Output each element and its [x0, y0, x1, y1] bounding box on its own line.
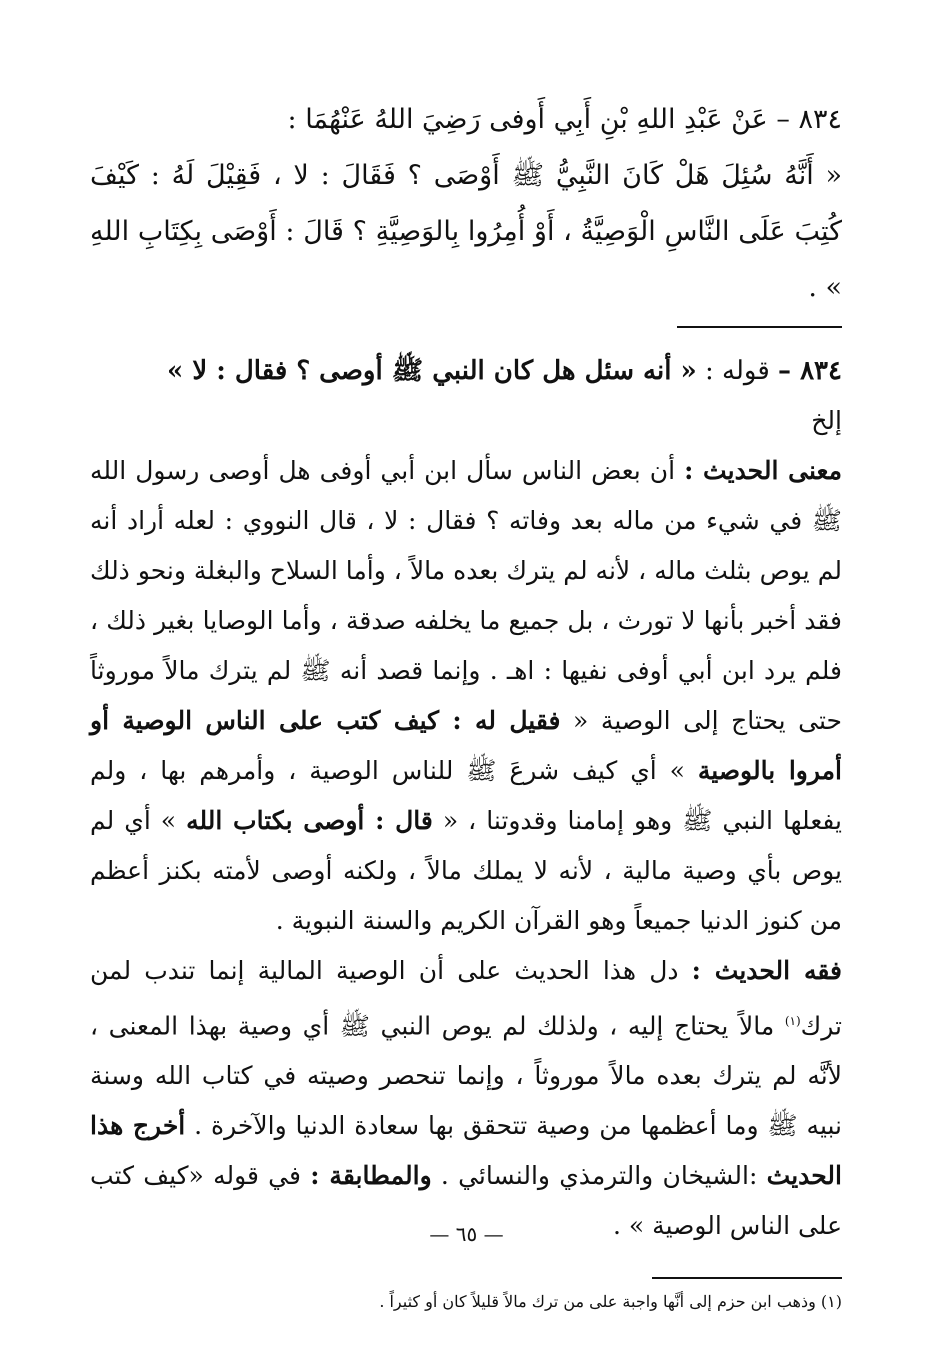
mutabaqa-text: في قوله «كيف كتب على الناس الوصية » . — [90, 1161, 842, 1241]
meaning-text-1: أن بعض الناس سأل ابن أبي أوفى هل أوصى رسول الله ﷺ في شيء من ماله بعد وفاته ؟ فقال : لا ، قال النووي : لعله أراد أنه لم يوص بثلث ماله ، لأنه لم يترك بعده مالاً ، وأما السلاح والبغلة ونحو ذلك فقد أخبر بأنها لا تورث ، بل جميع ما يخلفه صدقة ، وأما الوصايا بغير ذلك ، فلم يرد ابن أبي أوفى نفيها : اهـ . وإنما قصد أنه ﷺ لم يترك مالاً موروثاً حتى يحتاج إلى الوصية « — [90, 456, 842, 735]
commentary-etc: إلخ — [811, 406, 842, 435]
footnote-divider — [652, 1277, 842, 1279]
commentary-quote: « أنه سئل هل كان النبي ﷺ أوصى ؟ فقال : لا » — [167, 356, 697, 386]
commentary-number: ٨٣٤ – — [778, 356, 842, 386]
page-number: — ٦٥ — — [429, 1222, 504, 1246]
fiqh-text-2: مالاً يحتاج إليه ، ولذلك لم يوص النبي ﷺ أي وصية بهذا المعنى ، لأنَّه لم يترك بعده مالاً موروثاً ، وإنما تنحصر وصيته في كتاب الله وسنة نبيه ﷺ وما أعظمها من وصية تتحقق بها سعادة الدنيا والآخرة . — [90, 1011, 842, 1141]
section-divider — [677, 326, 842, 328]
footnote-ref: (١) — [784, 1014, 801, 1028]
document-page — [90, 92, 842, 1315]
mutabaqa-label: والمطابقة : — [310, 1161, 432, 1191]
commentary-heading — [90, 346, 842, 396]
meaning-label: معنى الحديث : — [684, 456, 842, 485]
hadith-narrator: عَنْ عَبْدِ اللهِ بْنِ أَبِي أَوفى رَضِيَ اللهُ عَنْهُمَا : — [287, 104, 768, 135]
hadith-number: ٨٣٤ – — [776, 104, 842, 135]
meaning-text-2: » أي كيف شرعَ ﷺ للناس الوصية ، وأمرهم بها ، ولم يفعلها النبي ﷺ وهو إمامنا وقدوتنا ، « — [90, 756, 842, 835]
fiqh-label: فقه الحديث : — [691, 956, 842, 985]
hadith-text: « أَنَّهُ سُئِلَ هَلْ كَانَ النَّبِيُّ ﷺ أَوْصَى ؟ فَقَالَ : لا ، فَقِيْلَ لَهُ : كَيْفَ كُتِبَ عَلَى النَّاسِ الْوَصِيَّةُ ، أَوْ أُمِرُوا بِالوَصِيَّةِ ؟ قَالَ : أَوْصَى بِكِتَابِ اللهِ » . — [90, 160, 842, 303]
meaning-paragraph — [90, 446, 842, 946]
footnote: (١) وذهب ابن حزم إلى أنَّها واجبة على من ترك مالاً قليلاً كان أو كثيراً . — [379, 1292, 842, 1312]
hadith-block — [90, 92, 842, 148]
commentary-qawluh: قوله : — [705, 356, 770, 386]
fiqh-paragraph — [90, 946, 842, 1251]
meaning-bold-2: قال : أوصى بكتاب الله — [186, 806, 433, 835]
takhrij-text: :الشيخان والترمذي والنسائي . — [440, 1161, 758, 1191]
takhrij-label: أخرج هذا الحديث — [90, 1111, 842, 1191]
fiqh-text-1: دل هذا الحديث على أن الوصية المالية إنما تندب لمن ترك — [90, 956, 842, 1041]
meaning-text-3: » أي لم يوص بأي وصية مالية ، لأنه لا يملك مالاً ، ولكنه أوصى لأمته بكنز أعظم من كنوز الدنيا جميعاً وهو القرآن الكريم والسنة النبوية . — [90, 806, 842, 935]
meaning-bold-1: فقيل له : كيف كتب على الناس الوصية أو أمروا بالوصية — [90, 706, 842, 785]
